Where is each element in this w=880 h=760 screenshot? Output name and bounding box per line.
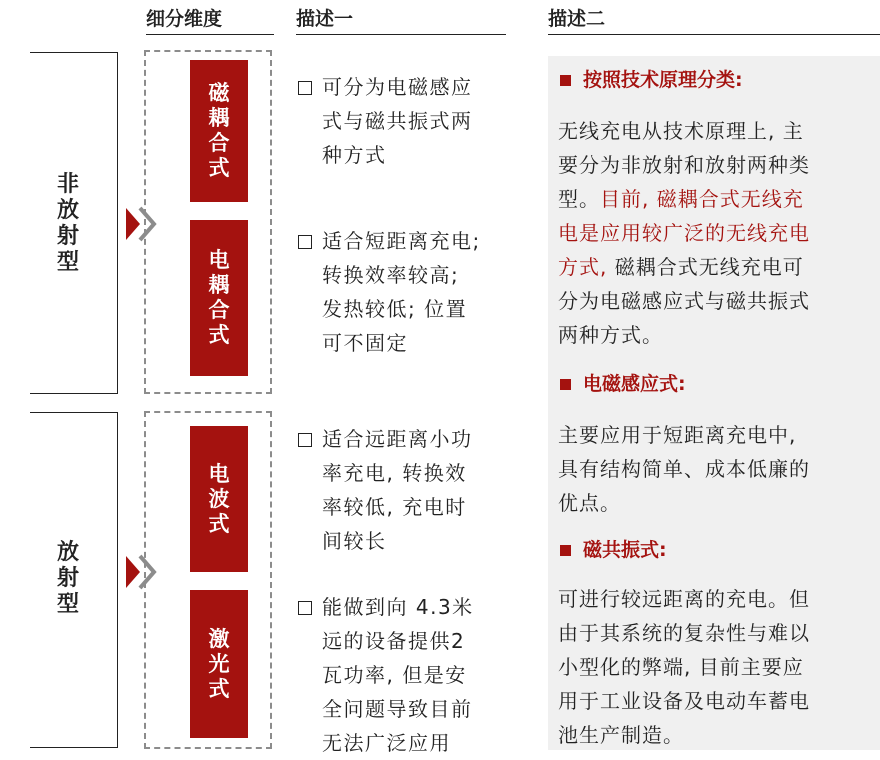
group-label-char: 射 [56,224,79,249]
description-line [298,70,524,104]
panel-line [558,284,870,318]
item-name-char: 式 [208,511,230,536]
description-text: 式与磁共振式两 [322,109,473,133]
description-text: 全问题导致目前 [322,697,473,721]
group-label-char: 射 [56,566,79,591]
description-line [298,490,524,524]
description-text: 率充电, 转换效 [322,461,467,485]
item-description-laser [298,590,524,760]
panel-line [558,250,870,284]
body-text: 优点。 [558,491,621,515]
body-text: 可进行较远距离的充电。但 [558,587,810,611]
checkbox-square-icon [298,235,312,249]
panel-line [558,318,870,352]
body-text: 型。 [558,187,600,211]
description-text: 适合远距离小功 [322,427,473,451]
item-name-char: 式 [208,156,230,180]
header-description-2: 描述二 [548,8,880,35]
description-text: 能做到向 4.3米 [322,595,474,619]
item-name-char: 合 [208,298,230,322]
panel-line [558,114,870,148]
group-label-char: 型 [56,592,79,617]
panel-line [558,684,870,718]
panel-line [558,582,870,616]
body-text: 由于其系统的复杂性与难以 [558,621,810,645]
description-line [298,692,524,726]
group-label-nonradiative [48,172,88,276]
item-name-char: 电 [208,461,230,486]
description-line [298,624,524,658]
description-text: 无法广泛应用 [322,731,451,755]
group-label-radiative [48,540,88,618]
highlight-text: 目前, 磁耦合式无线充 [600,187,804,211]
panel-line [558,418,870,452]
body-text: 要分为非放射和放射两种类 [558,153,810,177]
checkbox-square-icon [298,433,312,447]
panel-line [558,452,870,486]
body-text: 无线充电从技术原理上, 主 [558,119,804,143]
description-line [298,590,524,624]
item-box-radio-wave [190,426,248,572]
description-line [298,104,524,138]
item-name-char: 电 [208,248,230,272]
highlight-text: 方式, [558,255,608,279]
item-box-electric-coupling [190,220,248,376]
highlight-text: 电是应用较广泛的无线充电 [558,221,810,245]
description-line [298,456,524,490]
group-label-char: 非 [56,172,79,197]
description-line [298,524,524,558]
item-description-magnetic-coupling [298,70,524,172]
description-line [298,258,524,292]
panel-section-title [560,372,686,396]
panel-line [558,148,870,182]
item-name-char: 式 [208,323,230,347]
checkbox-square-icon [298,81,312,95]
item-box-laser [190,590,248,738]
panel-section-title [560,68,743,92]
item-name-char: 磁 [208,81,230,105]
panel-section-title [560,538,667,562]
item-description-radio-wave [298,422,524,558]
panel-line [558,486,870,520]
header-description-1: 描述一 [296,8,506,35]
description-text: 远的设备提供2 [322,629,466,653]
panel-line [558,182,870,216]
header-segment: 细分维度 [146,8,274,35]
description-text: 可分为电磁感应 [322,75,473,99]
panel-line [558,718,870,752]
section-body-induction [558,418,870,520]
group-label-char: 放 [56,540,79,565]
panel-line [558,650,870,684]
item-description-electric-coupling [298,224,524,360]
description-text: 转换效率较高; [322,263,460,287]
item-name-char: 式 [208,676,230,701]
body-text: 主要应用于短距离充电中, [558,423,797,447]
description-text: 发热较低; 位置 [322,297,468,321]
description-line [298,292,524,326]
description-text: 间较长 [322,529,387,553]
bullet-square-icon [560,75,571,86]
body-text: 池生产制造。 [558,723,684,747]
section-title-resonance: 磁共振式: [583,539,667,561]
panel-line [558,616,870,650]
section-title-principle: 按照技术原理分类: [583,69,743,91]
section-title-induction: 电磁感应式: [583,373,686,395]
group-label-char: 型 [56,250,79,275]
description-line [298,726,524,760]
item-name-char: 波 [208,486,230,511]
checkbox-square-icon [298,601,312,615]
item-name-char: 耦 [208,106,230,130]
description-line [298,224,524,258]
description-line [298,658,524,692]
description-text: 种方式 [322,143,387,167]
description-line [298,138,524,172]
bullet-square-icon [560,379,571,390]
panel-line [558,216,870,250]
item-name-char: 合 [208,131,230,155]
body-text: 磁耦合式无线充电可 [607,255,804,279]
description-text: 适合短距离充电; [322,229,481,253]
body-text: 两种方式。 [558,323,663,347]
bullet-square-icon [560,545,571,556]
body-text: 用于工业设备及电动车蓄电 [558,689,810,713]
body-text: 分为电磁感应式与磁共振式 [558,289,810,313]
body-text: 小型化的弊端, 目前主要应 [558,655,804,679]
section-body-principle [558,114,870,352]
description-text: 率较低, 充电时 [322,495,467,519]
description-line [298,422,524,456]
item-name-char: 激 [208,626,230,651]
section-body-resonance [558,582,870,752]
description-text: 瓦功率, 但是安 [322,663,467,687]
description-line [298,326,524,360]
item-box-magnetic-coupling [190,60,248,202]
body-text: 具有结构简单、成本低廉的 [558,457,810,481]
item-name-char: 耦 [208,273,230,297]
description-text: 可不固定 [322,331,408,355]
group-label-char: 放 [56,198,79,223]
item-name-char: 光 [208,651,230,676]
